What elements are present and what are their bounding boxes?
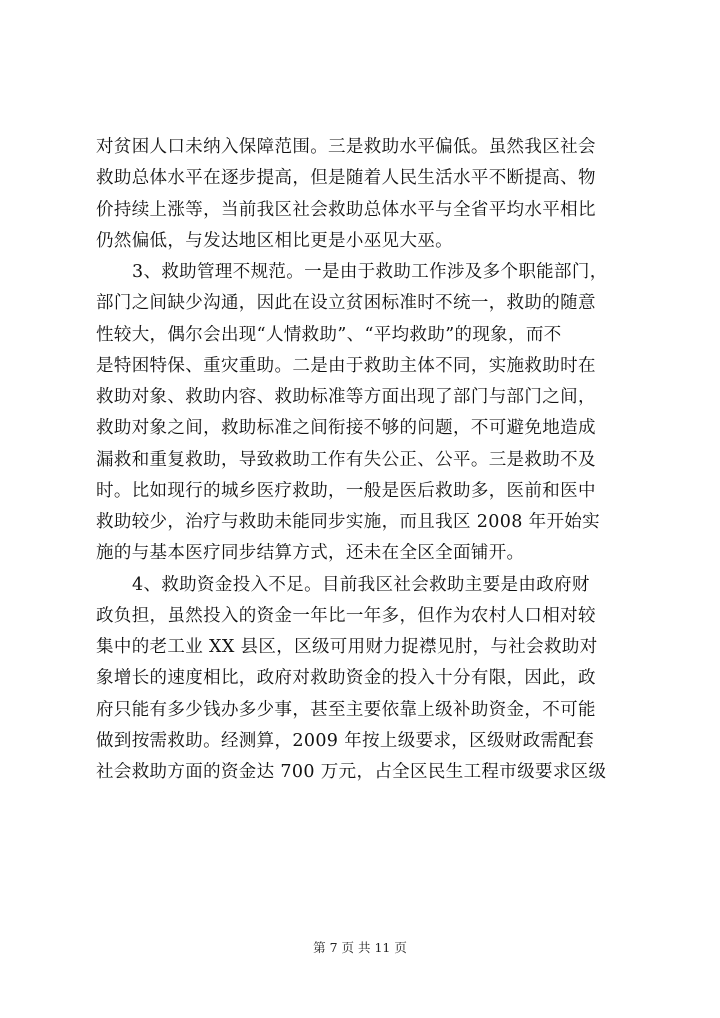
text-line: 4、救助资金投入不足。目前我区社会救助主要是由政府财 (132, 574, 590, 595)
text-line: 漏救和重复救助，导致救助工作有失公正、公平。三是救助不及 (96, 449, 596, 470)
text-line: 救助对象之间，救助标准之间衔接不够的问题，不可避免地造成 (96, 418, 596, 439)
text-line: 3、救助管理不规范。一是由于救助工作涉及多个职能部门， (132, 262, 608, 282)
text-line: 救助总体水平在逐步提高，但是随着人民生活水平不断提高、物 (96, 168, 596, 189)
text-line: 政负担，虽然投入的资金一年比一年多，但作为农村人口相对较 (96, 605, 596, 626)
text-line: 集中的老工业 XX 县区，区级可用财力捉襟见肘，与社会救助对 (96, 637, 598, 657)
text-line: 施的与基本医疗同步结算方式，还未在全区全面铺开。 (96, 543, 525, 564)
text-line: 社会救助方面的资金达 700 万元，占全区民生工程市级要求区级 (96, 762, 607, 782)
text-line: 做到按需救助。经测算，2009 年按上级要求，区级财政需配套 (96, 730, 595, 751)
text-line: 是特困特保、重灾重助。二是由于救助主体不同，实施救助时在 (96, 355, 596, 376)
text-line: 部门之间缺少沟通，因此在设立贫困标准时不统一，救助的随意 (96, 293, 596, 314)
text-line: 救助对象、救助内容、救助标准等方面出现了部门与部门之间， (96, 387, 596, 407)
text-line: 府只能有多少钱办多少事，甚至主要依靠上级补助资金，不可能 (96, 699, 596, 720)
text-line: 性较大，偶尔会出现“人情救助”、“平均救助”的现象，而不 (96, 324, 562, 345)
body-text (96, 132, 636, 788)
text-line: 对贫困人口未纳入保障范围。三是救助水平偏低。虽然我区社会 (96, 137, 596, 157)
page-footer: 第 7 页 共 11 页 (313, 940, 407, 955)
text-line: 仍然偏低，与发达地区相比更是小巫见大巫。 (96, 230, 453, 251)
text-line: 时。比如现行的城乡医疗救助，一般是医后救助多，医前和医中 (96, 480, 596, 501)
text-line: 价持续上涨等，当前我区社会救助总体水平与全省平均水平相比 (96, 199, 596, 220)
text-line: 救助较少，治疗与救助未能同步实施，而且我区 2008 年开始实 (96, 512, 601, 532)
text-line: 象增长的速度相比，政府对救助资金的投入十分有限，因此，政 (96, 668, 596, 689)
